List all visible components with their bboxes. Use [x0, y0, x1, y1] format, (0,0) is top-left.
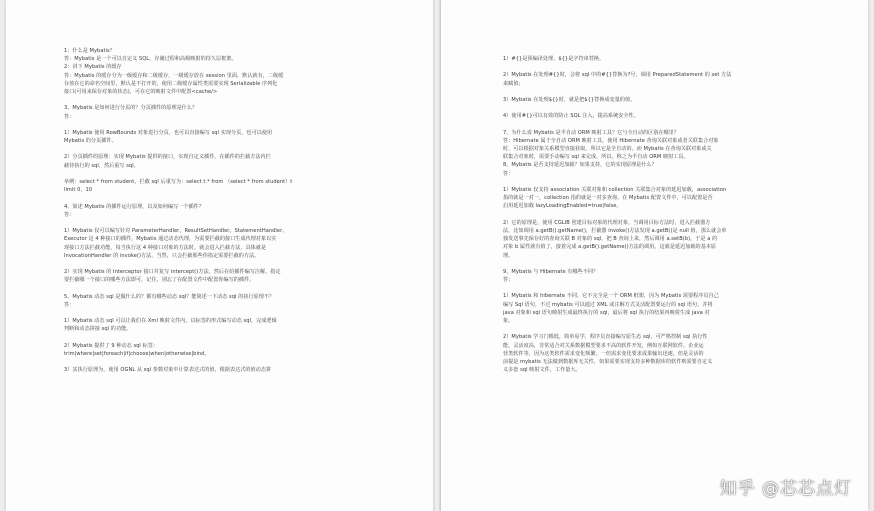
text-line: 2）实现 Mybatis 的 Interceptor 接口并复写 intercept()方法，然后在给插件编写注解，指定: [64, 269, 281, 276]
paragraph-gap: [64, 334, 401, 342]
text-line: 接口(可用来保存对象的状态)，可在它的映射文件中配置<cache/>: [64, 88, 218, 95]
text-line: 时，可以根据对象关系模型直接获取，所以它是全自动的。而 Mybatis 在查询关联对象或关: [503, 146, 712, 153]
paragraph-gap: [503, 284, 838, 292]
paragraph-gap: [503, 325, 838, 333]
text-line: 现接口方法拦截功能，每当执行这 4 种接口对象的方法时，就会进入拦截方法，具体就是: [64, 244, 267, 251]
zhihu-watermark: 知乎 @芯芯点灯: [719, 479, 852, 499]
text-line: 存放在它的命名空间里，默认是不打开的，使用二级缓存属性类需要实现 Serializable 序列化: [64, 80, 278, 87]
paragraph-gap: [64, 145, 401, 153]
text-line: 启用延迟加载 lazyLoadingEnabled=true|false。: [503, 203, 622, 210]
text-line: InvocationHandler 的 invoke()方法，当然，只会拦截那些你指定需要拦截的方法。: [64, 252, 260, 259]
text-line: 判断和动态拼接 sql 的功能。: [64, 326, 132, 333]
right-page-text: [503, 55, 838, 374]
paragraph-gap: [503, 211, 838, 219]
text-line: 能，灵活度高，非常适合对关系数据模型要求不高的软件开发，例如互联网软件、企业运: [503, 342, 704, 349]
text-line: 2）它的原理是，使用 CGLIB 创建目标对象的代理对象，当调用目标方法时，进入拦截器方: [503, 219, 711, 226]
text-line: 2）分页插件的原理：实现 Mybatis 提供的接口，实现自定义插件，在插件的拦截方法内拦: [64, 154, 271, 161]
text-line: 答：: [64, 113, 75, 120]
text-line: 象。: [503, 318, 514, 324]
text-line: 编写 Sql 语句，不过 mybatis 可以通过 XML 或注解方式灵活配置要运行的 sql 语句，并将: [503, 301, 713, 308]
text-line: 营类软件等，因为这类软件需求变化频繁，一但需求变化要求成果输出迅速。但是灵活的: [503, 350, 704, 357]
text-line: 答：: [64, 301, 75, 308]
text-line: 2）Mybatis 提供了 9 种动态 sql 标签：: [64, 342, 158, 349]
text-line: 来赋值；: [503, 80, 524, 87]
text-line: limit 0，10: [64, 187, 93, 194]
text-line: 联集合对象时，需要手动编写 sql 来完成，所以，称之为半自动 ORM 映射工具。: [503, 154, 689, 161]
text-line: Mybatis 的分页插件。: [64, 138, 117, 145]
text-line: 1）Mybatis 使用 RowBounds 对象进行分页，也可以直接编写 sql 实现分页，也可以使用: [64, 129, 273, 136]
text-line: 理。: [503, 252, 514, 259]
text-line: 4、简述 Mybatis 的插件运行原理，以及如何编写一个插件？: [64, 203, 204, 210]
text-line: Executor 这 4 种接口的插件，Mybatis 通过动态代理，为需要拦截的接口生成代理对象以实: [64, 236, 277, 243]
text-line: 8、Mybatis 是否支持延迟加载？如果支持，它的实现原理是什么？: [503, 162, 657, 169]
paragraph-gap: [64, 358, 401, 366]
text-line: trim|where|set|foreach|if|choose|when|otherwise|bind。: [64, 350, 210, 357]
left-page-text: [64, 47, 401, 375]
text-line: 义多套 sql 映射文件，工作量大。: [503, 367, 581, 374]
text-line: 4）使用#{}可以有效的防止 SQL 注入，提高系统安全性。: [503, 113, 639, 120]
text-line: 前提是 mybatis 无法做到数据库无关性，如果需要实现支持多种数据库的软件则需要自定义: [503, 358, 713, 365]
paragraph-gap: [64, 194, 401, 202]
text-line: 2）Mybatis 在处理#{}时，会将 sql 中的#{}替换为?号，调用 PreparedStatement 的 set 方法: [503, 72, 732, 79]
text-line: 法，比如调用 a.getB().getName()，拦截器 invoke()方法发现 a.getB()是 null 值，那么就会单: [503, 227, 727, 234]
text-line: 答：Hibernate 属于全自动 ORM 映射工具，使用 Hibernate 查询关联对象或者关联集合对象: [503, 137, 719, 144]
text-line: 独发送事先保存好的查询关联 B 对象的 sql，把 B 查询上来，然后调用 a.setB(b)，于是 a 的: [503, 236, 718, 243]
paragraph-gap: [503, 88, 838, 96]
text-line: 截待执行的 sql，然后重写 sql。: [64, 162, 139, 169]
text-line: 1）Mybatis 和 hibernate 不同，它不完全是一个 ORM 框架，因为 Mybatis 需要程序员自己: [503, 293, 719, 300]
paragraph-gap: [503, 178, 838, 186]
text-line: 7、为什么说 Mybatis 是半自动 ORM 映射工具？它与全自动的区别在哪里？: [503, 129, 679, 136]
text-line: 3）其执行原理为，使用 OGNL 从 sql 参数对象中计算表达式的值，根据表达式的值动态拼: [64, 367, 272, 374]
paragraph-gap: [503, 63, 838, 71]
paragraph-gap: [503, 260, 838, 268]
text-line: 2）Mybatis 学习门槛低，简单易学，程序员直接编写原生态 sql，可严格控制 sql 执行性: [503, 334, 708, 341]
left-page: [6, 0, 433, 511]
text-line: 指的就是一对一，collection 指的就是一对多查询。在 Mybatis 配置文件中，可以配置是否: [503, 195, 713, 202]
text-line: 1）Mybatis 仅支持 association 关联对象和 collection 关联集合对象的延迟加载，association: [503, 187, 727, 193]
paragraph-gap: [64, 219, 401, 227]
text-line: 答：Mybatis 是一个可以自定义 SQL、存储过程和高级映射的持久层框架。: [64, 56, 237, 63]
paragraph-gap: [64, 170, 401, 178]
text-line: 要拦截哪一个接口的哪些方法即可，记住，别忘了在配置文件中配置你编写的插件。: [64, 277, 255, 284]
text-line: 3、Mybatis 是如何进行分页的？分页插件的原理是什么？: [64, 105, 198, 112]
text-line: 举例：select * from student，拦截 sql 后重写为：select t.* from （select * from student）t: [64, 179, 293, 185]
text-line: 2：讲下 Mybatis 的缓存: [64, 64, 122, 71]
text-line: java 对象和 sql 语句映射生成最终执行的 sql，最后将 sql 执行的结果再映射生成 java 对: [503, 309, 710, 316]
text-line: 1）Mybatis 动态 sql 可以让我们在 Xml 映射文件内，以标签的形式编写动态 sql，完成逻辑: [64, 318, 277, 325]
paragraph-gap: [64, 309, 401, 317]
text-line: 3）Mybatis 在处理${}时，就是把${}替换成变量的值。: [503, 96, 636, 103]
text-line: 1）Mybatis 仅可以编写针对 ParameterHandler、ResultSetHandler、StatementHandler、: [64, 228, 288, 235]
text-line: 1：什么是 Mybatis？: [64, 48, 115, 54]
text-line: 答：Mybatis 的缓存分为一级缓存和二级缓存，一级缓存放在 session 里面，默认就有，二级缓: [64, 72, 284, 79]
paragraph-gap: [64, 284, 401, 292]
text-line: 答：: [503, 277, 514, 284]
text-line: 答：: [64, 211, 75, 218]
right-page: [441, 0, 868, 511]
paragraph-gap: [503, 104, 838, 112]
page-fold: [433, 0, 441, 511]
text-line: 对象 b 属性就有值了，接着完成 a.getB().getName()方法的调用。这就是延迟加载的基本原: [503, 244, 717, 251]
paragraph-gap: [503, 121, 838, 129]
paragraph-gap: [64, 96, 401, 104]
text-line: 1）#{}是预编译处理，${}是字符串替换。: [503, 56, 605, 62]
paragraph-gap: [64, 260, 401, 268]
text-line: 答：: [503, 170, 514, 177]
paragraph-gap: [64, 121, 401, 129]
text-line: 9、Mybatis 与 Hibernate 有哪些不同？: [503, 268, 599, 275]
text-line: 5、Mybatis 动态 sql 是做什么的？都有哪些动态 sql？能简述一下动态 sql 的执行原理不？: [64, 293, 275, 300]
